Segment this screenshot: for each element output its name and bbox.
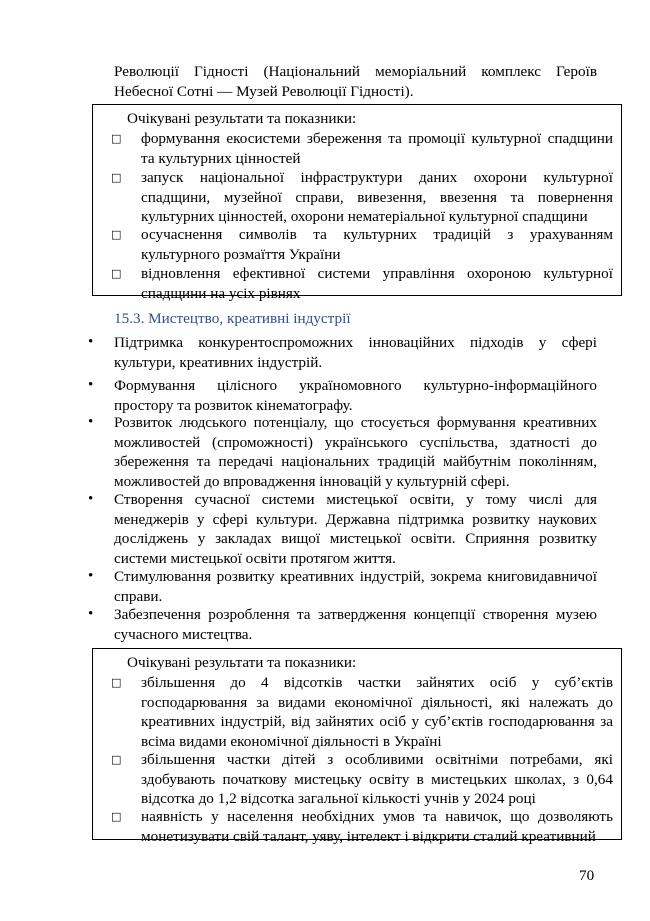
checkbox-square-icon: □ xyxy=(111,132,122,145)
bullet-text: Розвиток людського потенціалу, що стосується формування креативних можливостей (спроможності) українського суспільства, здатності до збереження та передачі національних традицій майбутнім поколінням, можливостей до впровадження інновацій у культурній сфері. xyxy=(114,414,597,490)
expected-results-box-1 xyxy=(92,104,622,302)
bullet-item xyxy=(88,567,597,606)
checkbox-square-icon: □ xyxy=(111,810,122,823)
box-item-text: збільшення частки дітей з особливими освітніми потребами, які здобувають початкову мистецьку освіту в мистецьких школах, з 0,64 відсотка до 1,2 відсотка загальної кількості учнів у 2024 році xyxy=(141,751,613,807)
page-number: 70 xyxy=(579,867,595,884)
bullet-icon: • xyxy=(88,491,94,507)
bullet-item xyxy=(88,490,597,568)
checkbox-square-icon: □ xyxy=(111,228,122,241)
bullet-text: Формування цілісного україномовного культурно-інформаційного простору та розвиток кінематографу. xyxy=(114,377,597,414)
bullet-icon: • xyxy=(88,377,94,393)
bullet-icon: • xyxy=(88,606,94,622)
bullet-icon: • xyxy=(88,414,94,430)
box-list-item xyxy=(111,264,613,303)
box-list-item xyxy=(111,129,613,168)
box-list-item xyxy=(111,807,613,846)
expected-results-box-2 xyxy=(92,648,622,845)
box-list-item xyxy=(111,225,613,264)
checkbox-square-icon: □ xyxy=(111,676,122,689)
bullet-item xyxy=(88,376,597,415)
checkbox-square-icon: □ xyxy=(111,267,122,280)
box-item-text: збільшення до 4 відсотків частки зайнятих осіб у суб’єктів господарювання за видами економічної діяльності, які належать до креативних індустрій, від зайнятих осіб у суб’єктів господарювання за всіма видами економічної діяльності в Україні xyxy=(141,674,613,750)
box-item-text: осучаснення символів та культурних традицій з урахуванням культурного розмаїття України xyxy=(141,226,613,263)
bullet-text: Створення сучасної системи мистецької освіти, у тому числі для менеджерів у сфері культури. Державна підтримка розвитку наукових досліджень у закладах вищої мистецької освіти. Сприяння розвитку системи мистецької освіти протягом життя. xyxy=(114,491,597,567)
box-list-item xyxy=(111,673,613,751)
box-item-text: формування екосистеми збереження та промоції культурної спадщини та культурних цінностей xyxy=(141,130,613,167)
box-title: Очікувані результати та показники: xyxy=(127,654,357,671)
checkbox-square-icon: □ xyxy=(111,753,122,766)
bullet-item xyxy=(88,333,597,372)
bullet-icon: • xyxy=(88,334,94,350)
bullet-text: Підтримка конкурентоспроможних інноваційних підходів у сфері культури, креативних індустрій. xyxy=(114,334,597,371)
bullet-text: Забезпечення розроблення та затвердження концепції створення музею сучасного мистецтва. xyxy=(114,606,597,643)
intro-paragraph: Революції Гідності (Національний меморіальний комплекс Героїв Небесної Сотні — Музей Революції Гідності). xyxy=(114,63,597,100)
section-heading: 15.3. Мистецтво, креативні індустрії xyxy=(114,310,351,327)
checkbox-square-icon: □ xyxy=(111,171,122,184)
bullet-item xyxy=(88,413,597,491)
bullet-icon: • xyxy=(88,568,94,584)
box-title: Очікувані результати та показники: xyxy=(127,110,357,127)
bullet-text: Стимулювання розвитку креативних індустрій, зокрема книговидавничої справи. xyxy=(114,568,597,605)
box-item-text: наявність у населення необхідних умов та навичок, що дозволяють монетизувати свій талант, уяву, інтелект і відкрити сталий креативний xyxy=(141,808,613,845)
box-list-item xyxy=(111,750,613,809)
box-list-item xyxy=(111,168,613,227)
box-item-text: відновлення ефективної системи управління охороною культурної спадщини на усіх рівнях xyxy=(141,265,613,302)
box-item-text: запуск національної інфраструктури даних охорони культурної спадщини, музейної справи, вивезення, ввезення та повернення культурних цінностей, охорони нематеріальної культурної спадщини xyxy=(141,169,613,225)
bullet-item xyxy=(88,605,597,644)
